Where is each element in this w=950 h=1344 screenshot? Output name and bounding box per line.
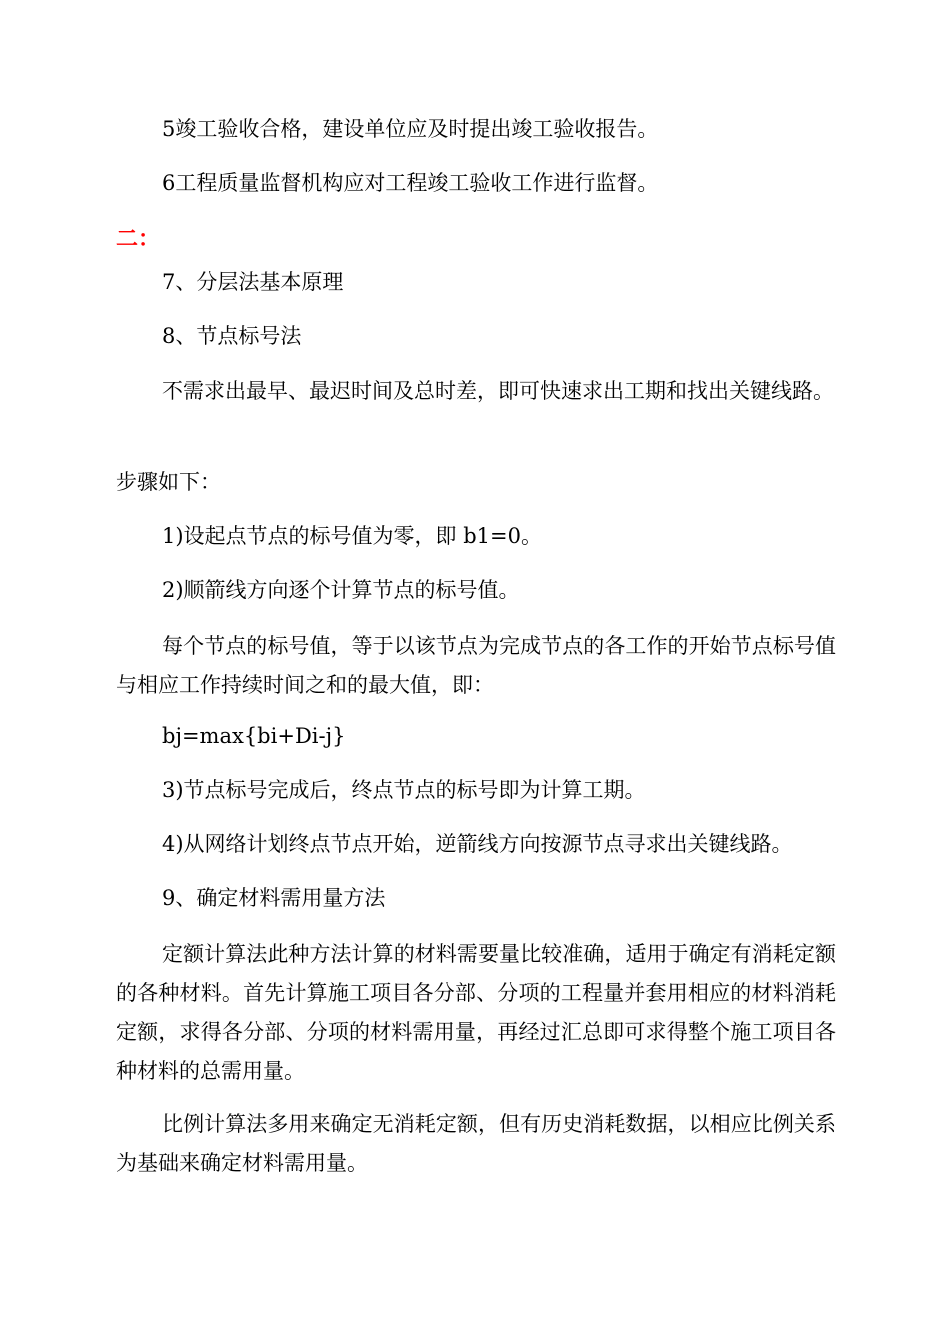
step-4-text: 4)从网络计划终点节点开始，逆箭线方向按源节点寻求出关键线路。 [162, 832, 793, 856]
formula-text: bj=max{bi+Di-j} [162, 724, 346, 748]
step-1-text: 1)设起点节点的标号值为零，即 b1=0。 [162, 524, 542, 548]
item-9-heading: 9、确定材料需用量方法 [162, 886, 386, 910]
item-7-heading: 7、分层法基本原理 [162, 270, 344, 294]
step-3-text: 3)节点标号完成后，终点节点的标号即为计算工期。 [162, 778, 646, 802]
section-two-heading: 二： [116, 227, 161, 252]
node-label-intro-paragraph: 不需求出最早、最迟时间及总时差，即可快速求出工期和找出关键线路。 [162, 379, 834, 403]
ratio-method-paragraph: 比例计算法多用来确定无消耗定额，但有历史消耗数据，以相应比例关系为基础来确定材料需用量。 [116, 1112, 836, 1175]
item-8-heading: 8、节点标号法 [162, 324, 302, 348]
step-2-text: 2)顺箭线方向逐个计算节点的标号值。 [162, 578, 520, 602]
steps-title: 步骤如下： [116, 470, 221, 494]
quota-method-paragraph: 定额计算法此种方法计算的材料需要量比较准确，适用于确定有消耗定额的各种材料。首先计算施工项目各分部、分项的工程量并套用相应的材料消耗定额，求得各分部、分项的材料需用量，再经过汇总即可求得整个施工项目各种材料的总需用量。 [116, 942, 836, 1083]
item-6-text: 6工程质量监督机构应对工程竣工验收工作进行监督。 [162, 171, 659, 195]
item-5-text: 5竣工验收合格，建设单位应及时提出竣工验收报告。 [162, 117, 659, 141]
node-label-definition-paragraph: 每个节点的标号值，等于以该节点为完成节点的各工作的开始节点标号值与相应工作持续时间之和的最大值，即： [116, 634, 836, 697]
